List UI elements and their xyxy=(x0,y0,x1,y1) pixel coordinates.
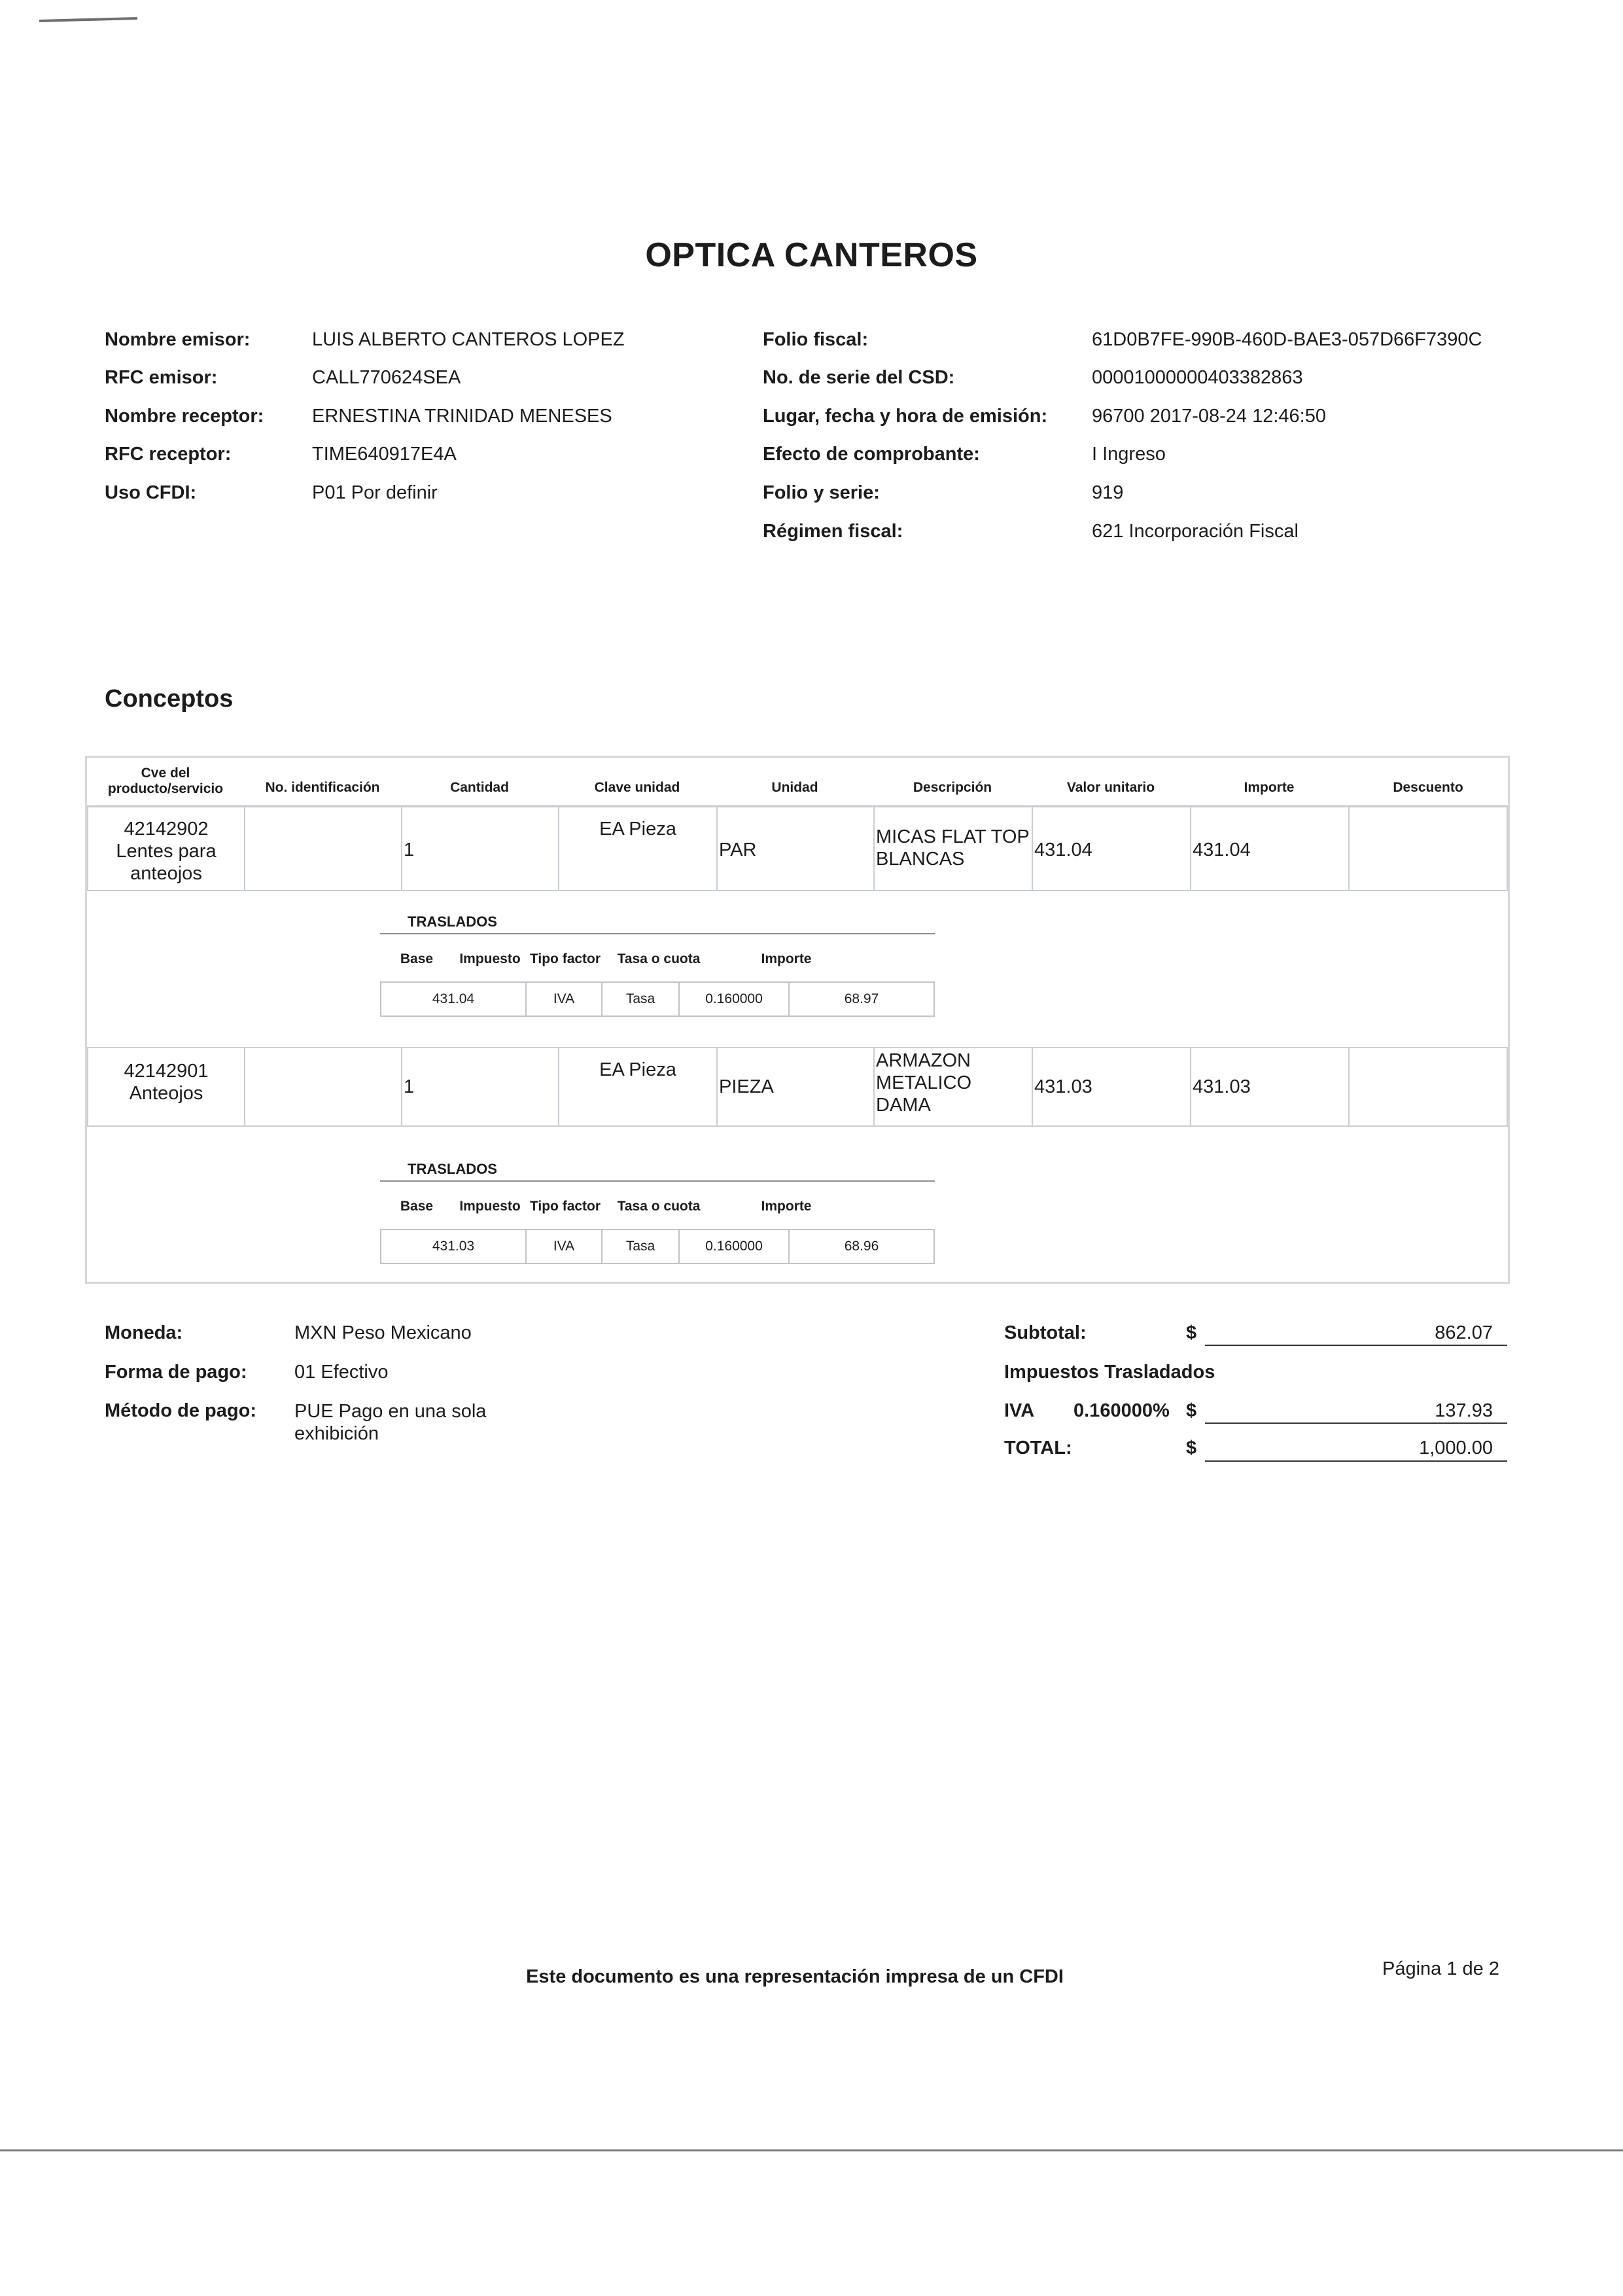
traslados-tasa: 0.160000 xyxy=(680,1230,790,1263)
traslados-col-tipo-factor: Tipo factor xyxy=(529,951,601,966)
iva-value: 137.93 xyxy=(1435,1400,1493,1421)
folio-serie-label: Folio y serie: xyxy=(763,482,880,503)
efecto-value: I Ingreso xyxy=(1092,444,1166,465)
item-descuento xyxy=(1348,1047,1508,1127)
document-title: OPTICA CANTEROS xyxy=(645,236,978,274)
col-importe: Importe xyxy=(1244,780,1295,795)
emisor-rfc-value: CALL770624SEA xyxy=(312,367,461,388)
receptor-rfc-label: RFC receptor: xyxy=(105,444,232,465)
item-descripcion: MICAS FLAT TOP BLANCAS xyxy=(873,806,1033,891)
traslados-tipo-factor: Tasa xyxy=(602,1230,680,1263)
scan-mark xyxy=(39,17,137,22)
iva-label: IVA xyxy=(1004,1400,1035,1421)
col-unidad: Unidad xyxy=(771,780,818,795)
folio-serie-value: 919 xyxy=(1092,482,1124,503)
folio-fiscal-label: Folio fiscal: xyxy=(763,329,869,350)
item-cve: 42142902 Lentes para anteojos xyxy=(87,806,245,891)
receptor-name-value: ERNESTINA TRINIDAD MENESES xyxy=(312,406,612,427)
traslados-block xyxy=(87,891,1508,1019)
emisor-name-value: LUIS ALBERTO CANTEROS LOPEZ xyxy=(312,329,625,350)
item-no-id xyxy=(244,806,402,891)
total-underline xyxy=(1205,1460,1507,1462)
traslados-rule xyxy=(380,933,935,934)
moneda-value: MXN Peso Mexicano xyxy=(294,1322,472,1343)
traslados-col-importe: Importe xyxy=(761,1199,812,1214)
item-importe: 431.03 xyxy=(1190,1047,1350,1127)
item-valor-unitario: 431.03 xyxy=(1032,1047,1191,1127)
col-descuento: Descuento xyxy=(1393,780,1463,795)
item-clave-unidad: EA Pieza xyxy=(558,1047,718,1127)
regimen-value: 621 Incorporación Fiscal xyxy=(1092,521,1299,542)
iva-rate: 0.160000% xyxy=(1073,1400,1170,1421)
page-number: Página 1 de 2 xyxy=(1382,1958,1499,1979)
item-descuento xyxy=(1348,806,1508,891)
item-cantidad: 1 xyxy=(401,1047,559,1127)
traslados-tasa: 0.160000 xyxy=(680,983,790,1016)
subtotal-label: Subtotal: xyxy=(1004,1322,1087,1343)
emisor-rfc-label: RFC emisor: xyxy=(105,367,218,388)
iva-underline xyxy=(1205,1422,1507,1424)
conceptos-table xyxy=(85,756,1510,1284)
traslados-tipo-factor: Tasa xyxy=(602,983,680,1016)
conceptos-title: Conceptos xyxy=(105,685,234,713)
col-clave-unidad: Clave unidad xyxy=(594,780,680,795)
traslados-title: TRASLADOS xyxy=(408,913,497,930)
emisor-name-label: Nombre emisor: xyxy=(105,329,251,350)
traslados-col-base: Base xyxy=(400,1199,434,1214)
col-cantidad: Cantidad xyxy=(450,780,509,795)
traslados-impuesto: IVA xyxy=(527,983,602,1016)
traslados-col-base: Base xyxy=(400,951,434,966)
concepto-row xyxy=(87,1047,1508,1127)
traslados-col-impuesto: Impuesto xyxy=(459,951,521,966)
cfdi-note: Este documento es una representación impresa de un CFDI xyxy=(526,1966,1064,1987)
traslados-row xyxy=(380,1229,935,1264)
traslados-col-tipo-factor: Tipo factor xyxy=(529,1199,601,1214)
item-clave-unidad: EA Pieza xyxy=(558,806,718,891)
total-currency: $ xyxy=(1186,1438,1197,1458)
conceptos-header-row xyxy=(87,758,1508,806)
traslados-col-impuesto: Impuesto xyxy=(459,1199,521,1214)
traslados-base: 431.03 xyxy=(381,1230,527,1263)
subtotal-underline xyxy=(1205,1345,1507,1346)
traslados-importe: 68.96 xyxy=(844,1239,879,1254)
subtotal-value: 862.07 xyxy=(1435,1322,1493,1343)
concepto-row xyxy=(87,806,1508,891)
receptor-rfc-value: TIME640917E4A xyxy=(312,444,457,465)
item-unidad: PIEZA xyxy=(716,1047,875,1127)
receptor-name-label: Nombre receptor: xyxy=(105,406,264,427)
uso-cfdi-label: Uso CFDI: xyxy=(105,482,197,503)
scan-edge-line xyxy=(0,2149,1623,2151)
forma-pago-label: Forma de pago: xyxy=(105,1362,247,1383)
metodo-pago-value: PUE Pago en una sola exhibición xyxy=(294,1401,487,1444)
traslados-rule xyxy=(380,1180,935,1182)
traslados-importe: 68.97 xyxy=(844,991,879,1006)
col-cve: Cve del producto/servicio xyxy=(107,766,224,796)
item-valor-unitario: 431.04 xyxy=(1032,806,1191,891)
traslados-impuesto: IVA xyxy=(527,1230,602,1263)
col-no-id: No. identificación xyxy=(265,780,380,795)
item-no-id xyxy=(244,1047,402,1127)
traslados-col-tasa: Tasa o cuota xyxy=(617,1199,701,1214)
col-valor-unitario: Valor unitario xyxy=(1066,780,1155,795)
item-cantidad: 1 xyxy=(401,806,559,891)
forma-pago-value: 01 Efectivo xyxy=(294,1362,389,1383)
traslados-col-tasa: Tasa o cuota xyxy=(617,951,701,966)
item-descripcion: ARMAZON METALICO DAMA xyxy=(873,1047,1033,1127)
moneda-label: Moneda: xyxy=(105,1322,183,1343)
efecto-label: Efecto de comprobante: xyxy=(763,444,980,465)
impuestos-trasladados-label: Impuestos Trasladados xyxy=(1004,1362,1215,1383)
traslados-row xyxy=(380,981,935,1017)
col-descripcion: Descripción xyxy=(913,780,992,795)
traslados-col-importe: Importe xyxy=(761,951,812,966)
traslados-block xyxy=(87,1127,1508,1255)
iva-currency: $ xyxy=(1186,1400,1197,1421)
traslados-base: 431.04 xyxy=(381,983,527,1016)
subtotal-currency: $ xyxy=(1186,1322,1197,1343)
regimen-label: Régimen fiscal: xyxy=(763,521,903,542)
item-unidad: PAR xyxy=(716,806,875,891)
emission-label: Lugar, fecha y hora de emisión: xyxy=(763,406,1048,427)
traslados-title: TRASLADOS xyxy=(408,1161,497,1177)
metodo-pago-label: Método de pago: xyxy=(105,1400,256,1421)
uso-cfdi-value: P01 Por definir xyxy=(312,482,438,503)
total-value: 1,000.00 xyxy=(1419,1438,1493,1458)
item-cve: 42142901 Anteojos xyxy=(87,1047,245,1127)
emission-value: 96700 2017-08-24 12:46:50 xyxy=(1092,406,1326,427)
csd-serial-label: No. de serie del CSD: xyxy=(763,367,955,388)
total-label: TOTAL: xyxy=(1004,1438,1072,1458)
folio-fiscal-value: 61D0B7FE-990B-460D-BAE3-057D66F7390C xyxy=(1092,329,1482,350)
csd-serial-value: 00001000000403382863 xyxy=(1092,367,1303,388)
item-importe: 431.04 xyxy=(1190,806,1350,891)
